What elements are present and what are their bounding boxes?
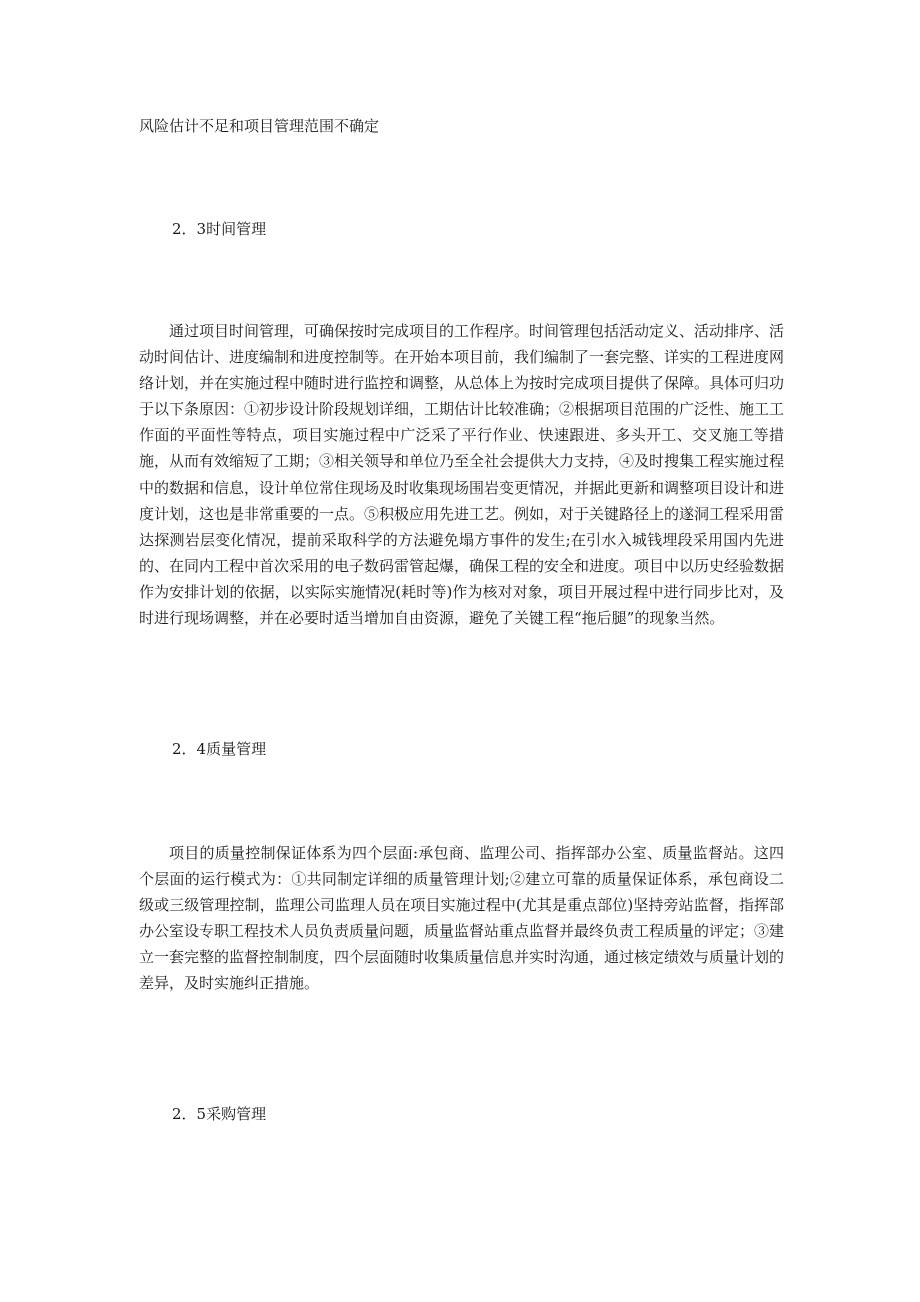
section-heading-procurement-management: 2．5采购管理 [172,1105,267,1123]
section-heading-time-management: 2．3时间管理 [172,220,267,238]
section-heading-quality-management: 2．4质量管理 [172,740,267,758]
section-body-time-management: 通过项目时间管理，可确保按时完成项目的工作程序。时间管理包括活动定义、活动排序、活动时间估计、进度编制和进度控制等。在开始本项目前，我们编制了一套完整、详实的工程进度网络计划，并在实施过程中随时进行监控和调整，从总体上为按时完成项目提供了保障。具体可归功于以下条原因：①初步设计阶段规划详细，工期估计比较准确；②根据项目范围的广泛性、施工工作面的平面性等特点，项目实施过程中广泛采了平行作业、快速跟进、多头开工、交叉施工等措施，从而有效缩短了工期；③相关领导和单位乃至全社会提供大力支持，④及时搜集工程实施过程中的数据和信息，设计单位常住现场及时收集现场围岩变更情况，并据此更新和调整项目设计和进度计划，这也是非常重要的一点。⑤积极应用先进工艺。例如，对于关键路径上的遂洞工程采用雷达探测岩层变化情况，提前采取科学的方法避免塌方事件的发生;在引水入城钱埋段采用国内先进的、在同内工程中首次采用的电子数码雷管起爆，确保工程的安全和进度。项目中以历史经验数据作为安排计划的依据，以实际实施情况(耗时等)作为核对对象，项目开展过程中进行同步比对，及时进行现场调整，并在必要时适当增加自由资源，避免了关键工程“拖后腿”的现象当然。 [139,322,785,628]
section-body-quality-management: 项目的质量控制保证体系为四个层面:承包商、监理公司、指挥部办公室、质量监督站。这四个层面的运行模式为：①共同制定详细的质量管理计划;②建立可靠的质量保证体系，承包商设二级或三级管理控制，监理公司监理人员在项目实施过程中(尤其是重点部位)坚持旁站监督，指挥部办公室设专职工程技术人员负责质量问题，质量监督站重点监督并最终负责工程质量的评定；③建立一套完整的监督控制制度，四个层面随时收集质量信息并实时沟通，通过核定绩效与质量计划的差异，及时实施纠正措施。 [139,844,785,993]
intro-line: 风险估计不足和项目管理范围不确定 [139,117,380,135]
